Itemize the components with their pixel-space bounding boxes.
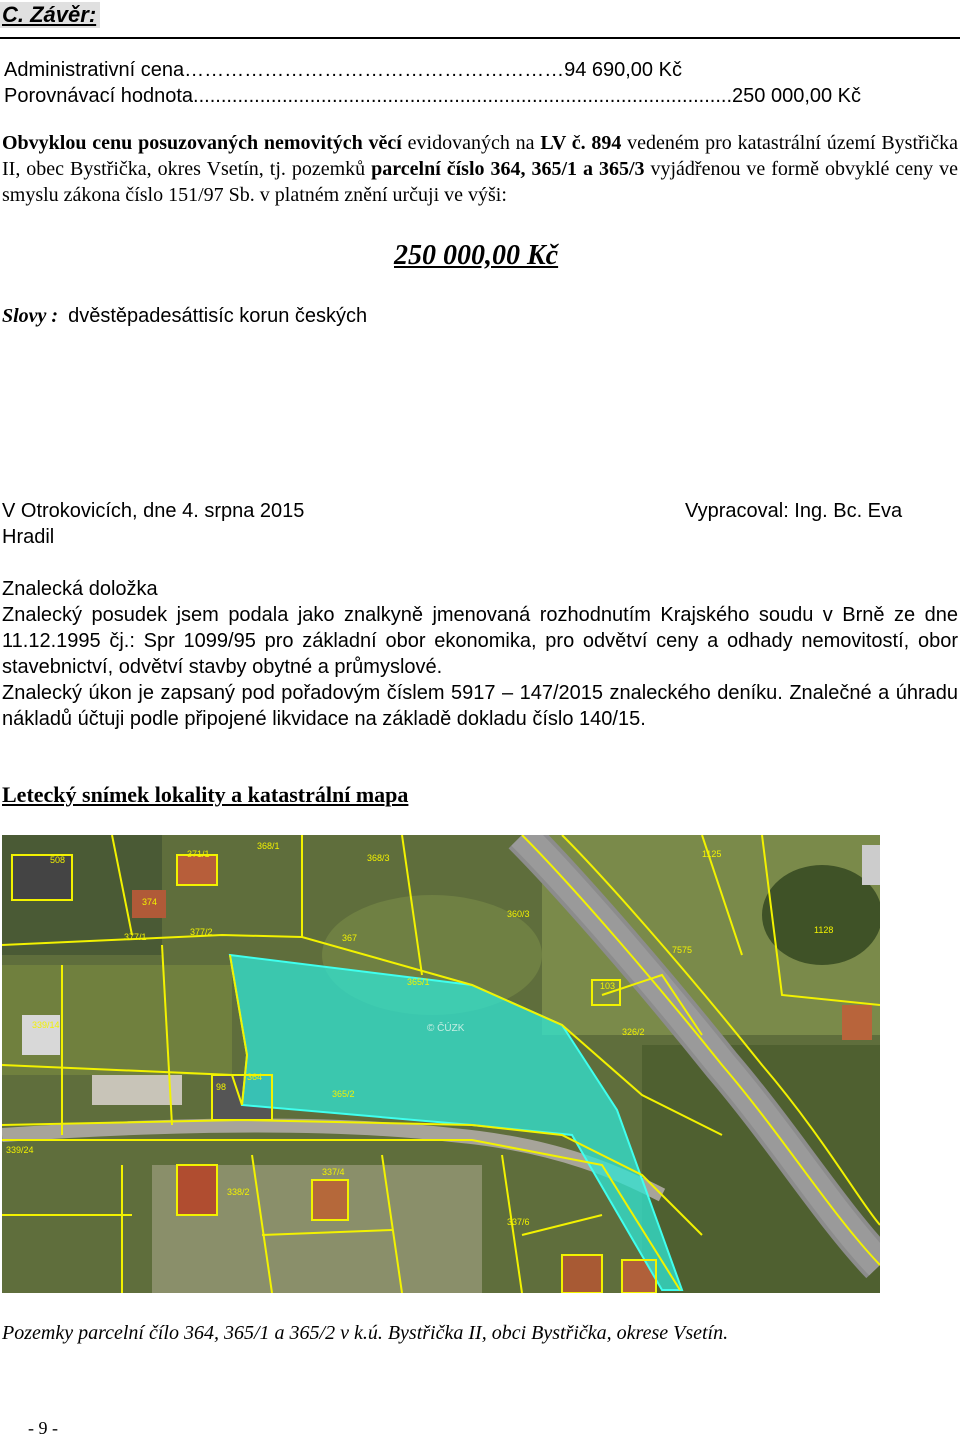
parcel-label: 338/2	[227, 1187, 250, 1197]
admin-price-dots: …………………………………………………	[184, 59, 565, 81]
words-label: Slovy :	[2, 305, 59, 327]
parcel-label: 377/1	[124, 932, 147, 942]
parcel-label: 339/14	[32, 1020, 60, 1030]
parcel-label: 367	[342, 933, 358, 943]
map-image	[2, 835, 880, 1293]
author: Vypracoval: Ing. Bc. Eva	[685, 500, 903, 522]
author-surname: Hradil	[2, 526, 55, 548]
comparative-value-row	[4, 83, 861, 109]
parcel-label: 368/1	[257, 841, 280, 851]
clause-text-1: Znalecký posudek jsem podala jako znalkyně jmenovaná rozhodnutím Krajského soudu v Brně ze dne 11.12.1995 čj.: Spr 1099/95 pro základní obor ekonomika, pro odvětví ceny a odhady nemovitostí, obor stavebnictví, odvětví stavby obytné a průmyslové.	[2, 604, 958, 678]
parcel-numbers: parcelní číslo 364, 365/1 a 365/3	[371, 158, 645, 180]
clause-title: Znalecká doložka	[2, 578, 158, 600]
parcel-label: 508	[50, 855, 66, 865]
admin-price-value: 94 690,00 Kč	[564, 59, 682, 81]
clause-text-2: Znalecký úkon je zapsaný pod pořadovým číslem 5917 – 147/2015 znaleckého deníku. Znalečné a úhradu nákladů účtuji podle připojené likvidace na základě dokladu číslo 140/15.	[2, 682, 958, 730]
parcel-label: 365/1	[407, 977, 430, 987]
parcel-label: 7575	[672, 945, 693, 955]
map-heading: Letecký snímek lokality a katastrální mapa	[2, 782, 409, 807]
place-date: V Otrokovicích, dne 4. srpna 2015	[2, 500, 305, 522]
parcel-label: 337/4	[322, 1167, 345, 1177]
parcel-label: 368/3	[367, 853, 390, 863]
comparative-value-dots: .................................................................................................	[193, 85, 733, 107]
title-rule	[0, 37, 960, 39]
conclusion-text-3: vyjádřenou ve formě obvyklé ceny ve smyslu zákona číslo 151/97 Sb. v platném znění určuji ve výši:	[2, 158, 958, 206]
comparative-value-value: 250 000,00 Kč	[732, 85, 862, 107]
parcel-label: 374	[142, 897, 158, 907]
conclusion-paragraph	[2, 130, 958, 208]
parcel-label: 364	[247, 1072, 263, 1082]
parcel-label: 337/6	[507, 1217, 530, 1227]
conclusion-text-2: vedeném pro katastrální území Bystřička II, obec Bystřička, okres Vsetín, tj. pozemků	[2, 132, 958, 180]
parcel-label: 365/2	[332, 1089, 355, 1099]
comparative-value-label: Porovnávací hodnota	[4, 85, 194, 107]
price-in-words	[2, 305, 367, 328]
conclusion-text-1: evidovaných na	[401, 132, 541, 154]
map-caption: Pozemky parcelní čílo 364, 365/1 a 365/2 v k.ú. Bystřička II, obci Bystřička, okrese Vsetín.	[2, 1322, 729, 1344]
final-price: 250 000,00 Kč	[394, 240, 559, 271]
page-number: - 9 -	[28, 1418, 58, 1438]
parcel-label: 98	[216, 1082, 227, 1092]
map-watermark: © ČÚZK	[427, 1023, 465, 1034]
parcel-label: 1128	[814, 925, 834, 935]
parcel-label: 326/2	[622, 1027, 645, 1037]
section-title: C. Závěr:	[0, 2, 100, 28]
parcel-label: 377/2	[190, 927, 213, 937]
admin-price-row	[4, 57, 682, 83]
lv-number: LV č. 894	[540, 132, 622, 154]
parcel-label: 339/24	[6, 1145, 34, 1155]
parcel-label: 360/3	[507, 909, 530, 919]
admin-price-label: Administrativní cena	[4, 59, 185, 81]
words-value: dvěstěpadesáttisíc korun českých	[68, 305, 368, 327]
parcel-label: 103	[600, 981, 616, 991]
parcel-label: 371/1	[187, 849, 210, 859]
conclusion-subject: Obvyklou cenu posuzovaných nemovitých věcí	[2, 132, 402, 154]
aerial-cadastral-map	[2, 835, 880, 1293]
parcel-label: 1125	[702, 849, 722, 859]
